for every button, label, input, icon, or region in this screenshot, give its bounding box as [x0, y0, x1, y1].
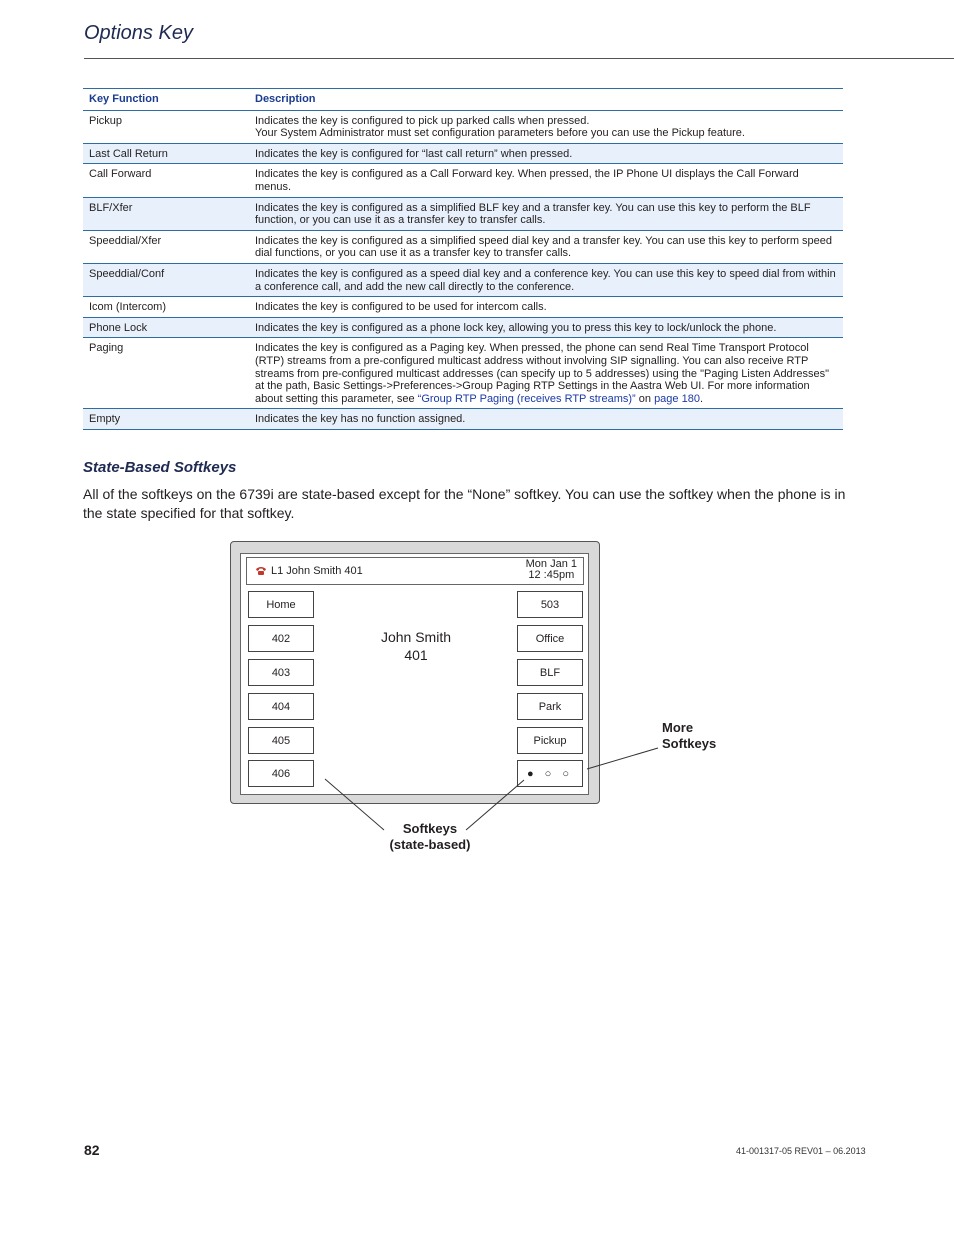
key-cell: Last Call Return: [83, 143, 249, 164]
callout-line-left: [325, 779, 384, 830]
description-cell: Indicates the key is configured as a Call Forward key. When pressed, the IP Phone UI displays the Call Forward menus.: [249, 164, 843, 197]
description-cell: Indicates the key is configured for “last call return” when pressed.: [249, 143, 843, 164]
softkey-406[interactable]: 406: [248, 760, 314, 787]
key-cell: Speeddial/Xfer: [83, 230, 249, 263]
softkey-403[interactable]: 403: [248, 659, 314, 686]
caller-name: John Smith: [380, 629, 452, 645]
softkey-pickup[interactable]: Pickup: [517, 727, 583, 754]
caller-extension: 401: [404, 647, 428, 663]
description-cell: Indicates the key is configured as a speed dial key and a conference key. You can use this key to speed dial from within a conference call, and add the new call directly to the conference.: [249, 263, 843, 296]
callout-soft-line2: (state-based): [389, 837, 471, 852]
key-cell: BLF/Xfer: [83, 197, 249, 230]
softkey-405[interactable]: 405: [248, 727, 314, 754]
softkey-402[interactable]: 402: [248, 625, 314, 652]
callout-softkeys-state-based: [380, 821, 480, 853]
date-text: Mon Jan 1: [525, 558, 577, 570]
callout-more-softkeys: [662, 720, 716, 752]
key-cell: Paging: [83, 338, 249, 409]
line-label: L1 John Smith 401: [271, 565, 363, 577]
callout-soft-line1: Softkeys: [402, 821, 458, 836]
section-body-text: All of the softkeys on the 6739i are state-based except for the “None” softkey. You can use the softkey when the phone is in the state specified for that softkey.: [83, 486, 846, 521]
softkey-home[interactable]: Home: [248, 591, 314, 618]
group-rtp-paging-link[interactable]: “Group RTP Paging (receives RTP streams)”: [417, 392, 636, 405]
section-heading: State-Based Softkeys: [83, 459, 237, 476]
description-connector: on: [635, 392, 655, 405]
callout-more-line2: Softkeys: [662, 736, 717, 751]
description-cell: Indicates the key is configured as a phone lock key, allowing you to press this key to lock/unlock the phone.: [249, 317, 843, 338]
paging-description-text: Indicates the key is configured as a Paging key. When pressed, the phone can send Real Time Transport Protocol (RTP) streams from a pre-configured multicast address without involving SIP signalling. You can also receive RTP streams from pre-configured multicast addresses (can specify up to 5 addresses) using the "Paging Listen Addresses" at the path, Basic Settings->Preferences->Group Paging RTP Settings in the Aastra Web UI. For more information about setting this parameter, see: [255, 342, 829, 405]
softkey-blf[interactable]: BLF: [517, 659, 583, 686]
softkey-office[interactable]: Office: [517, 625, 583, 652]
description-cell: Indicates the key is configured as a simplified speed dial key and a transfer key. You can use this key to perform speed dial functions, or you can use it as a transfer key to transfer calls.: [249, 230, 843, 263]
description-cell: Indicates the key has no function assigned.: [249, 409, 843, 430]
key-cell: Empty: [83, 409, 249, 430]
column-header-key-function: Key Function: [83, 89, 249, 111]
softkey-503[interactable]: 503: [517, 591, 583, 618]
key-cell: Phone Lock: [83, 317, 249, 338]
callout-line-more: [587, 748, 658, 769]
callout-more-line1: More: [662, 720, 694, 735]
column-header-description: Description: [249, 89, 843, 111]
key-cell: Speeddial/Conf: [83, 263, 249, 296]
key-cell: Icom (Intercom): [83, 297, 249, 318]
softkey-404[interactable]: 404: [248, 693, 314, 720]
description-line: Indicates the key is configured to pick up parked calls when pressed.: [255, 114, 590, 127]
description-cell: Indicates the key is configured to be used for intercom calls.: [249, 297, 843, 318]
document-reference: 41-001317-05 REV01 – 06.2013: [736, 1146, 866, 1156]
time-text: 12 :45pm: [528, 569, 575, 581]
description-line: Your System Administrator must set configuration parameters before you can use the Pickup feature.: [255, 127, 745, 140]
softkey-park[interactable]: Park: [517, 693, 583, 720]
description-end: .: [699, 392, 704, 405]
page-180-link[interactable]: page 180: [654, 392, 700, 405]
page-number: 82: [84, 1142, 100, 1158]
page-header-title: Options Key: [84, 22, 193, 44]
key-cell: Pickup: [83, 110, 249, 143]
description-cell: Indicates the key is configured as a simplified BLF key and a transfer key. You can use this key to perform the BLF function, or you can use it as a transfer key to transfer calls.: [249, 197, 843, 230]
more-softkeys-button[interactable]: ● ○ ○: [517, 760, 583, 787]
key-cell: Call Forward: [83, 164, 249, 197]
